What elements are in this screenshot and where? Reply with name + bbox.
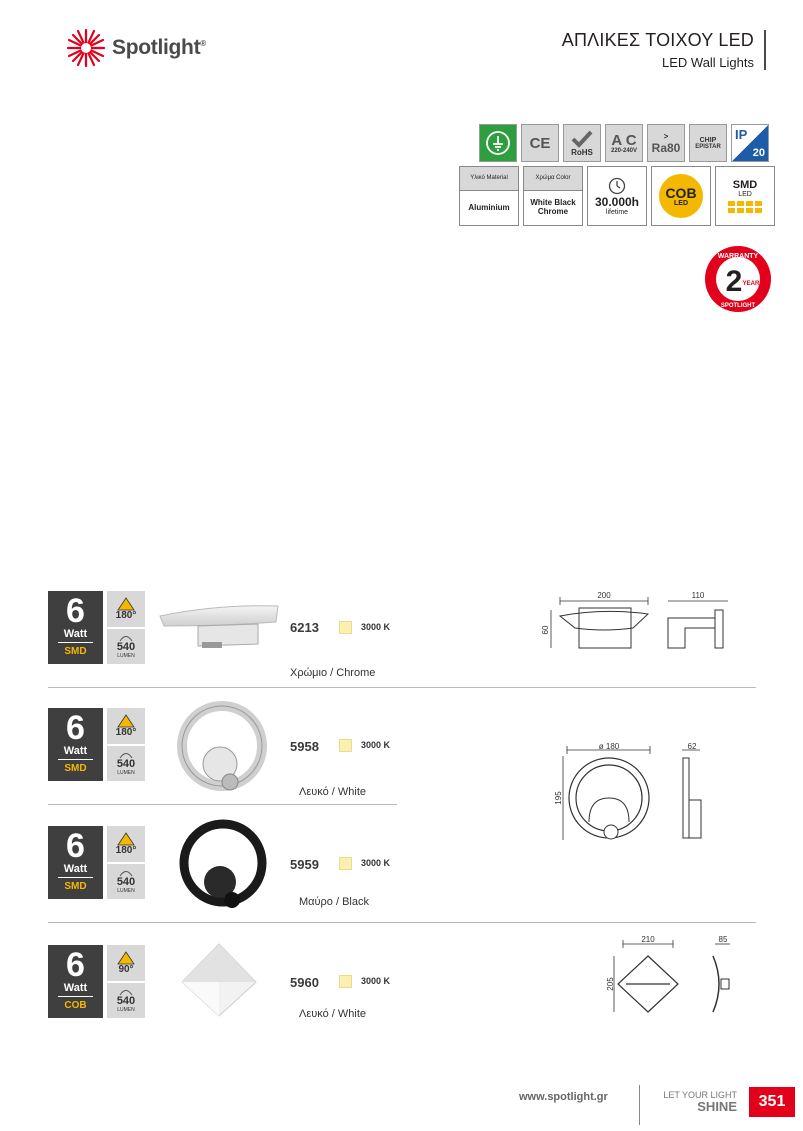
row-divider xyxy=(48,922,756,923)
product-image-5959 xyxy=(178,818,268,916)
beam-lumen-badge: 180° 540 LUMEN xyxy=(107,591,145,664)
svg-text:60: 60 xyxy=(541,625,550,635)
svg-text:195: 195 xyxy=(554,791,563,805)
beam-lumen-badge: 180° 540 LUMEN xyxy=(107,826,145,899)
spotlight-star-icon xyxy=(66,28,106,68)
finish-label: Μαύρο / Black xyxy=(299,896,369,908)
product-image-5960 xyxy=(180,942,258,1018)
dimension-drawing-5958-5959 xyxy=(545,740,730,850)
chip-icon: CHIP EPISTAR xyxy=(689,124,727,162)
brand-logo xyxy=(66,28,206,68)
finish-label: Χρώμιο / Chrome xyxy=(290,667,376,679)
svg-text:205: 205 xyxy=(606,977,615,991)
beam-angle-icon xyxy=(117,597,135,611)
beam-angle-icon xyxy=(117,832,135,846)
warranty-seal-icon xyxy=(704,245,772,313)
ce-mark-icon: CE xyxy=(521,124,559,162)
footer-tagline: LET YOUR LIGHT SHINE xyxy=(663,1090,737,1114)
color-spec: Χρώμα Color White Black Chrome xyxy=(523,166,583,226)
ra-icon: > Ra80 xyxy=(647,124,685,162)
class-ii-ground-icon xyxy=(479,124,517,162)
rohs-icon: RoHS xyxy=(563,124,601,162)
svg-text:110: 110 xyxy=(691,591,705,600)
page-title: ΑΠΛΙΚΕΣ ΤΟΙΧΟΥ LED xyxy=(561,30,754,50)
smd-led-icon xyxy=(728,201,762,213)
page-subtitle: LED Wall Lights xyxy=(662,55,754,70)
clock-icon xyxy=(608,177,626,195)
color-temp-swatch xyxy=(339,975,352,988)
product-image-5958 xyxy=(176,700,268,800)
spec-details-row xyxy=(459,166,775,226)
svg-text:2: 2 xyxy=(725,265,743,298)
beam-lumen-badge: 180° 540 LUMEN xyxy=(107,708,145,781)
cob-led-icon: COB LED xyxy=(659,174,703,218)
cob-led-spec xyxy=(651,166,711,226)
row-divider xyxy=(48,687,756,688)
product-code: 5960 xyxy=(290,975,319,990)
finish-label: Λευκό / White xyxy=(299,1008,367,1020)
svg-text:85: 85 xyxy=(718,935,728,944)
color-temp: 3000 K xyxy=(361,976,391,986)
product-code: 5958 xyxy=(290,739,319,754)
ip-rating-icon: IP 20 xyxy=(731,124,769,162)
product-image-6213 xyxy=(158,600,280,652)
beam-lumen-badge: 90° 540 LUMEN xyxy=(107,945,145,1018)
product-code: 5959 xyxy=(290,857,319,872)
svg-text:62: 62 xyxy=(687,742,697,751)
wattage-badge: 6 Watt SMD xyxy=(48,591,103,664)
color-temp: 3000 K xyxy=(361,622,391,632)
product-code: 6213 xyxy=(290,620,319,635)
svg-text:YEAR: YEAR xyxy=(742,281,760,287)
dimension-drawing-6213 xyxy=(535,588,745,658)
brand-name: Spotlight® xyxy=(112,36,206,59)
svg-text:WARRANTY: WARRANTY xyxy=(717,253,759,260)
beam-angle-icon xyxy=(117,951,135,965)
footer-website[interactable]: www.spotlight.gr xyxy=(519,1091,608,1103)
color-temp: 3000 K xyxy=(361,858,391,868)
wattage-badge: 6 Watt SMD xyxy=(48,708,103,781)
svg-text:ø 180: ø 180 xyxy=(598,742,620,751)
spec-icons-row xyxy=(479,124,769,162)
wattage-badge: 6 Watt SMD xyxy=(48,826,103,899)
row-divider xyxy=(48,804,397,805)
svg-text:200: 200 xyxy=(597,591,611,600)
color-temp: 3000 K xyxy=(361,740,391,750)
ac-voltage-icon: A C 220-240V xyxy=(605,124,643,162)
svg-text:210: 210 xyxy=(641,935,655,944)
wattage-badge: 6 Watt COB xyxy=(48,945,103,1018)
color-temp-swatch xyxy=(339,739,352,752)
beam-angle-icon xyxy=(117,714,135,728)
material-spec: Υλικό Material Aluminium xyxy=(459,166,519,226)
lifetime-spec: 30.000h lifetime xyxy=(587,166,647,226)
color-temp-swatch xyxy=(339,857,352,870)
smd-led-spec: SMD LED xyxy=(715,166,775,226)
page-title-block xyxy=(562,30,766,70)
svg-text:SPOTLIGHT: SPOTLIGHT xyxy=(720,303,756,309)
color-temp-swatch xyxy=(339,621,352,634)
dimension-drawing-5960 xyxy=(600,932,755,1024)
page-number: 351 xyxy=(749,1087,795,1117)
finish-label: Λευκό / White xyxy=(299,786,367,798)
footer-separator xyxy=(639,1085,640,1125)
